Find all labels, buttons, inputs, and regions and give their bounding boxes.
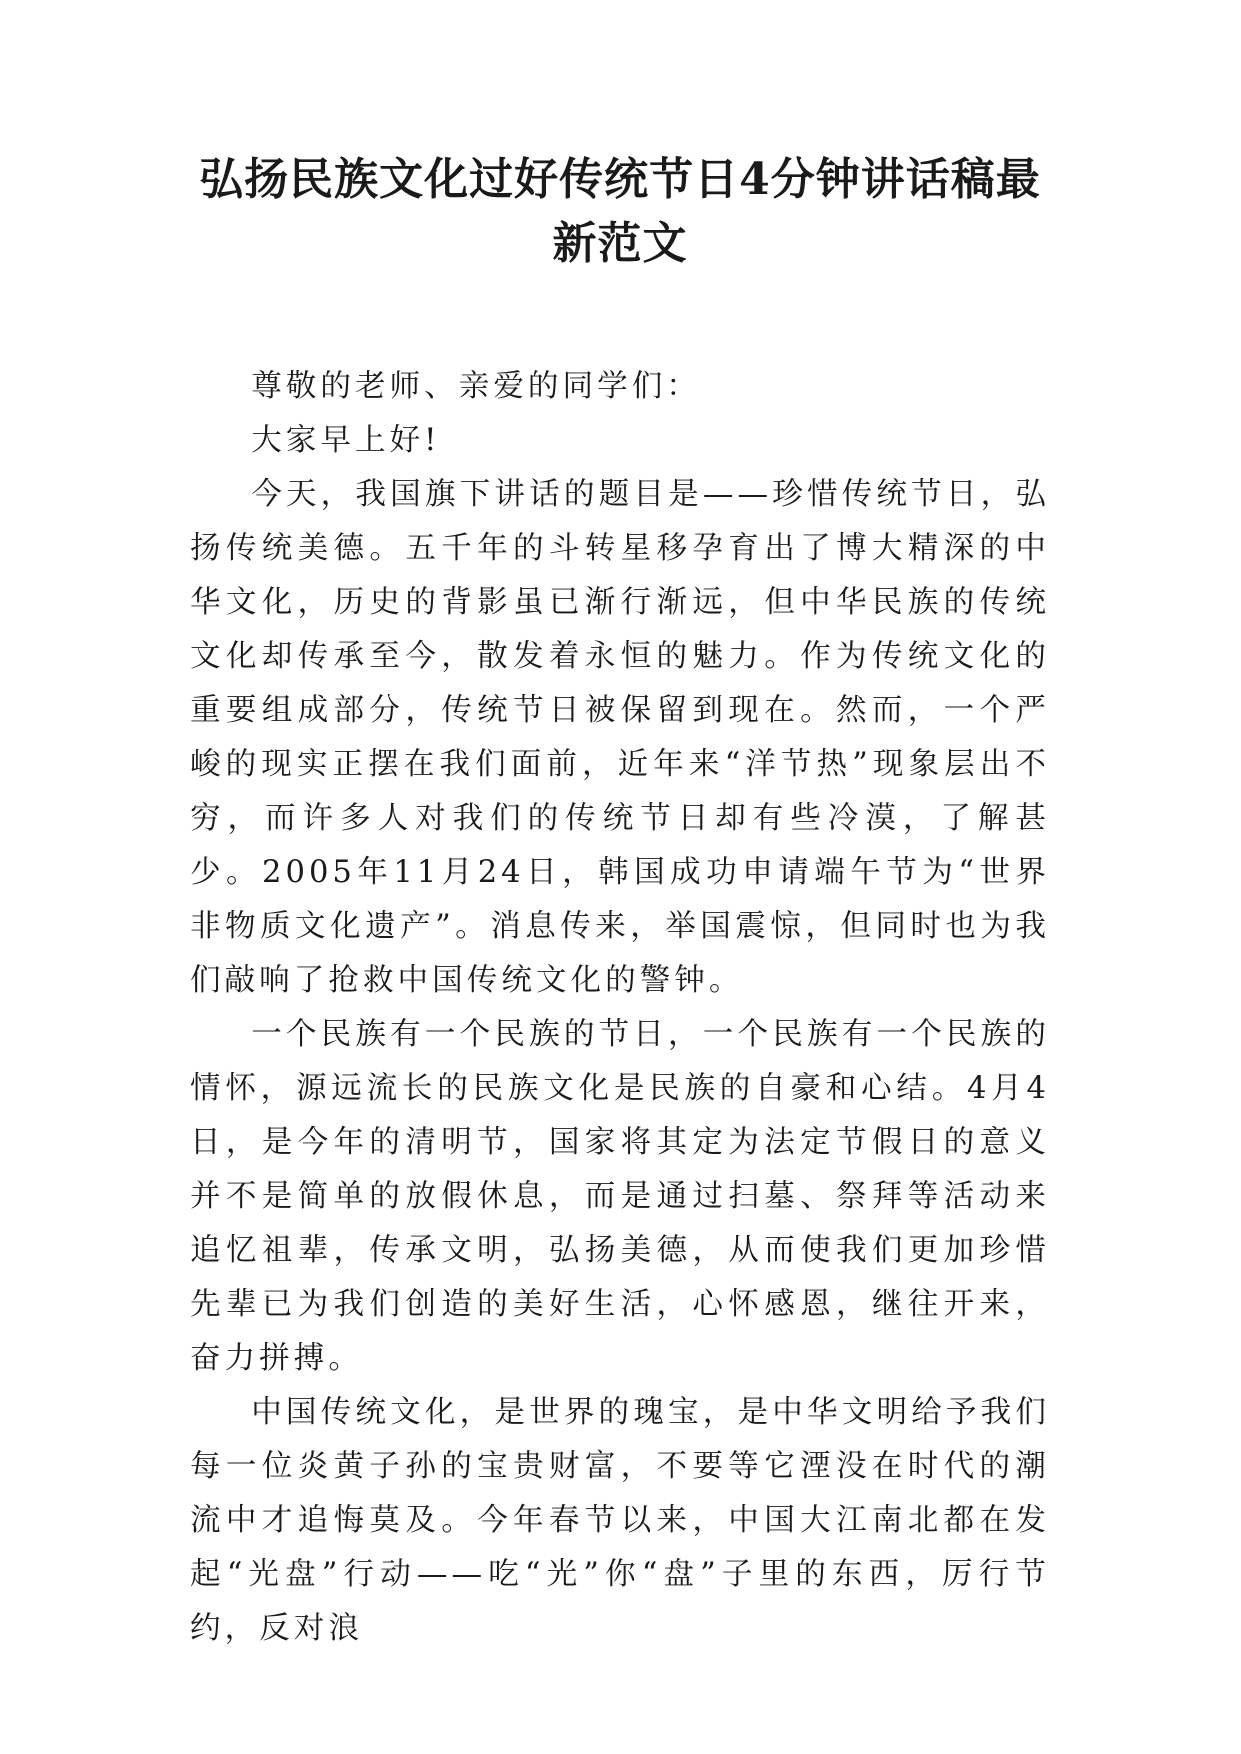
body-paragraph: 中国传统文化，是世界的瑰宝，是中华文明给予我们每一位炎黄子孙的宝贵财富，不要等它湮没在时代的潮流中才追悔莫及。今年春节以来，中国大江南北都在发起“光盘”行动——吃“光”你“盘”子里的东西，厉行节约，反对浪: [190, 1395, 1050, 1646]
salutation: 尊敬的老师、亲爱的同学们：: [251, 369, 701, 404]
document-title: 弘扬民族文化过好传统节日4分钟讲话稿最新范文: [199, 154, 1041, 269]
body-paragraph: 一个民族有一个民族的节日，一个民族有一个民族的情怀，源远流长的民族文化是民族的自豪和心结。4月4日，是今年的清明节，国家将其定为法定节假日的意义并不是简单的放假休息，而是通过扫墓、祭拜等活动来追忆祖辈，传承文明，弘扬美德，从而使我们更加珍惜先辈已为我们创造的美好生活，心怀感恩，继往开来，奋力拼搏。: [190, 1017, 1050, 1376]
document-body: [190, 360, 1050, 1656]
greeting: 大家早上好!: [251, 423, 441, 458]
body-paragraph: 今天，我国旗下讲话的题目是——珍惜传统节日，弘扬传统美德。五千年的斗转星移孕育出了博大精深的中华文化，历史的背影虽已渐行渐远，但中华民族的传统文化却传承至今，散发着永恒的魅力。作为传统文化的重要组成部分，传统节日被保留到现在。然而，一个严峻的现实正摆在我们面前，近年来“洋节热”现象层出不穷，而许多人对我们的传统节日却有些冷漠，了解甚少。2005年11月24日，韩国成功申请端午节为“世界非物质文化遗产”。消息传来，举国震惊，但同时也为我们敲响了抢救中国传统文化的警钟。: [190, 477, 1050, 998]
